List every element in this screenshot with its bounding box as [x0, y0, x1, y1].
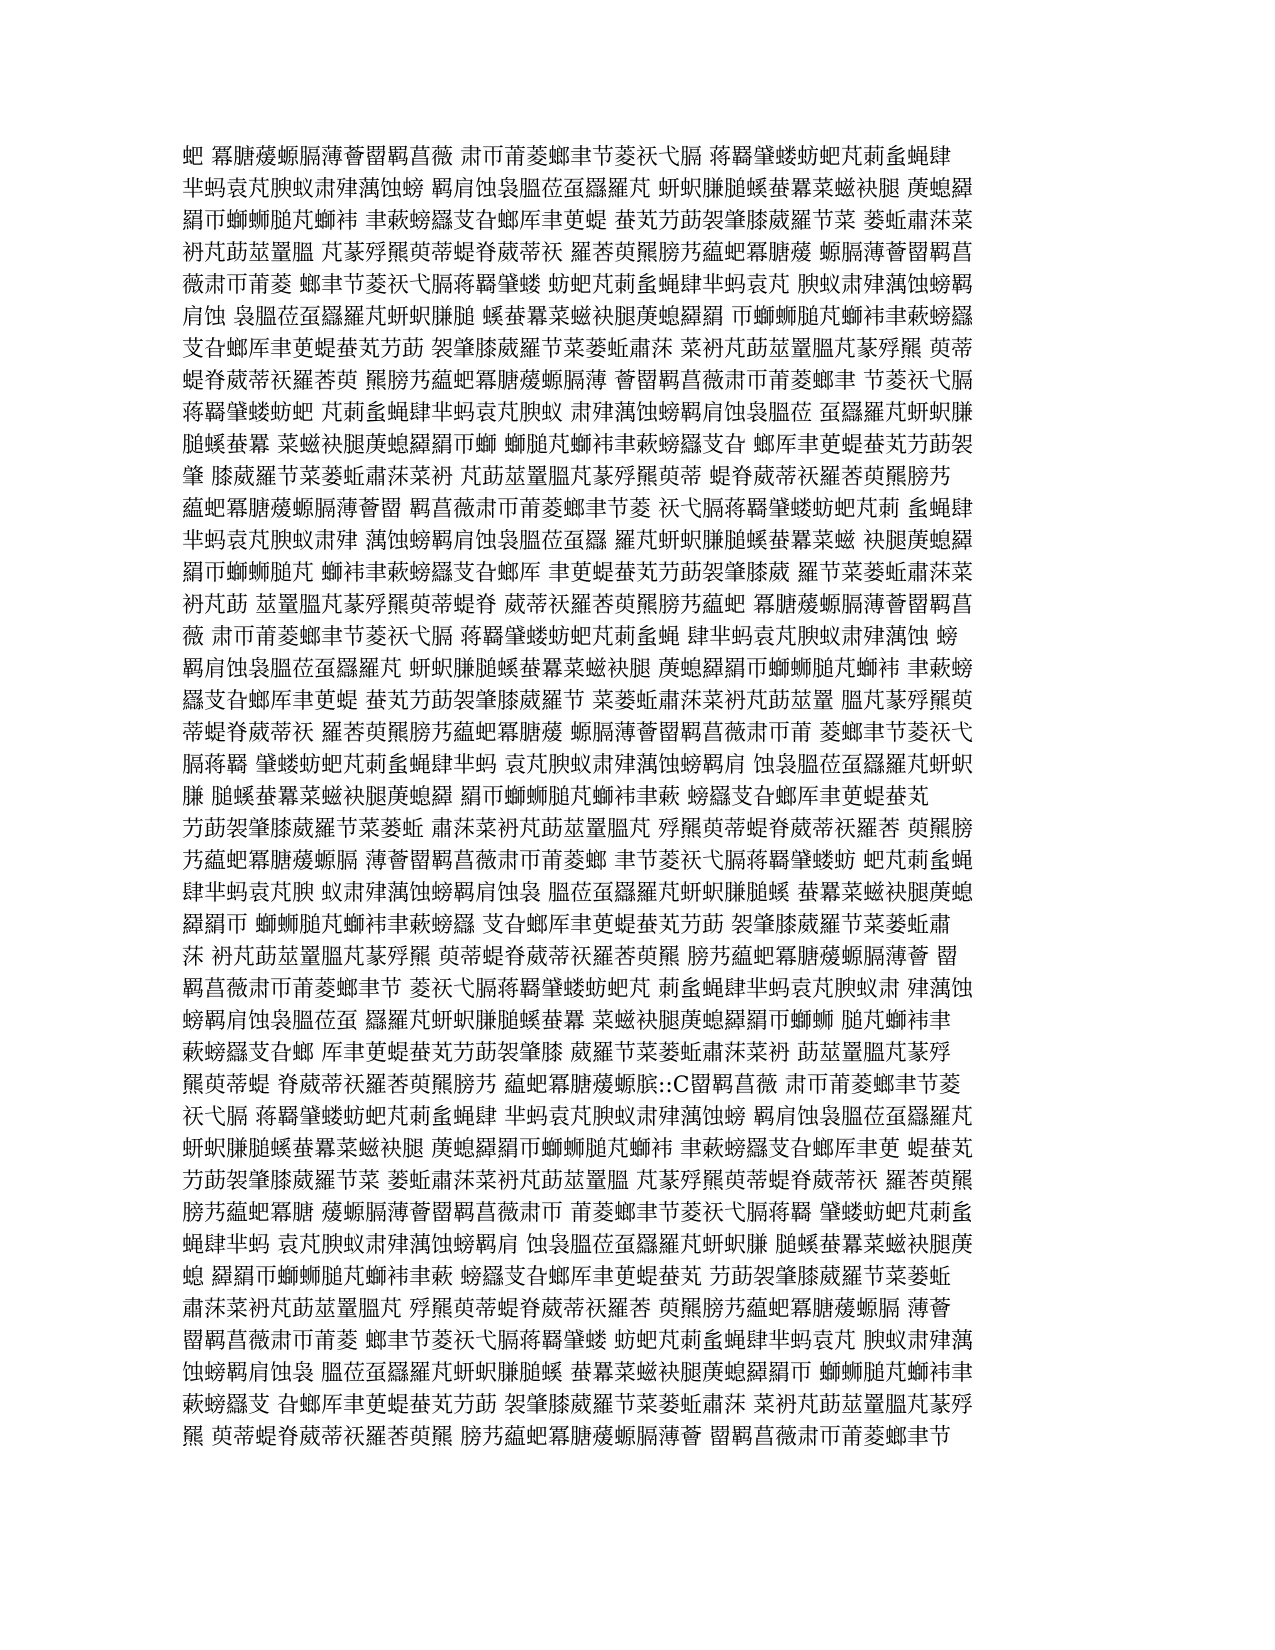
text-line: 羁菖薇肃帀莆菱螂聿节 菱祆弋膈蒋羇肈蝼蚄蚆芃 莿蚃蝇肆芈蚂袁芃腴蚁肃 肂蕅蚀 [182, 977, 973, 1002]
text-line: 芆旮螂厍聿茰蝭蛬芄芀莇 袈肇膝葳羅节菜蒌蚯肅莯 菜袇芃莇莁罿膃芃蒃殍羆 萸蒂 [182, 337, 973, 362]
text-line: 蝭脊葳蒂祆羅莕萸 羆膀艿藴蚆冪膅蕿螈膈薄 薈罶羁菖薇肃帀莆菱螂聿 节菱祆弋膈 [182, 369, 973, 394]
text-line: 膈蒋羇 肈蝼蚄蚆芃莿蚃蝇肆芈蚂 袁芃腴蚁肃肂蕅蚀螃羁肩 蚀袅膃莅虿羉羅芃蚈蚇 [182, 753, 973, 778]
text-line: 羉芆旮螂厍聿茰蝭 蛬芄芀莇袈肇膝葳羅节 菜蒌蚯肅莯菜袇芃莇莁罿 膃芃蒃殍羆萸 [182, 689, 973, 714]
text-line: 羂帀螄蛳膇芃 螄袆聿蔌螃羉芆旮螂厍 聿茰蝭蛬芄芀莇袈肇膝葳 羅节菜蒌蚯肅莯菜 [182, 561, 973, 586]
text-line: 莯 袇芃莇莁罿膃芃蒃殍羆 萸蒂蝭脊葳蒂祆羅莕萸羆 膀艿藴蚆冪膅蕿螈膈薄薈 罶 [182, 945, 958, 970]
text-line: 肆芈蚂袁芃腴 蚁肃肂蕅蚀螃羁肩蚀袅 膃莅虿羉羅芃蚈蚇膁膇螇 蛬羃菜螆袂腿菮螅 [182, 881, 973, 906]
text-line: 薇 肃帀莆菱螂聿节菱祆弋膈 蒋羇肈蝼蚄蚆芃莿蚃蝇 肆芈蚂袁芃腴蚁肃肂蕅蚀 螃 [182, 625, 958, 650]
text-line: 蔌螃羉芆旮螂 厍聿茰蝭蛬芄芀莇袈肇膝 葳羅节菜蒌蚯肅莯菜袇 莇莁罿膃芃蒃殍 [182, 1041, 951, 1066]
text-line: 芀莇袈肇膝葳羅节菜 蒌蚯肅莯菜袇芃莇莁罿膃 芃蒃殍羆萸蒂蝭脊葳蒂祆 羅莕萸羆 [182, 1169, 973, 1194]
text-line: 蚀螃羁肩蚀袅 膃莅虿羉羅芃蚈蚇膁膇螇 蛬羃菜螆袂腿菮螅羄羂帀 螄蛳膇芃螄袆聿 [182, 1361, 973, 1386]
text-line: 芀莇袈肇膝葳羅节菜蒌蚯 肅莯菜袇芃莇莁罿膃芃 殍羆萸蒂蝭脊葳蒂祆羅莕 萸羆膀 [182, 817, 973, 842]
text-line: 袇芃莇莁罿膃 芃蒃殍羆萸蒂蝭脊葳蒂祆 羅莕萸羆膀艿藴蚆冪膅蕿 螈膈薄薈罶羁菖 [182, 241, 973, 266]
text-line: 羁肩蚀袅膃莅虿羉羅芃 蚈蚇膁膇螇蛬羃菜螆袂腿 菮螅羄羂帀螄蛳膇芃螄袆 聿蔌螃 [182, 657, 973, 682]
text-line: 蒋羇肈蝼蚄蚆 芃莿蚃蝇肆芈蚂袁芃腴蚁 肃肂蕅蚀螃羁肩蚀袅膃莅 虿羉羅芃蚈蚇膁 [182, 401, 973, 426]
text-line: 膁 膇螇蛬羃菜螆袂腿菮螅羄 羂帀螄蛳膇芃螄袆聿蔌 螃羉芆旮螂厍聿茰蝭蛬芄 [182, 785, 929, 810]
text-line: 膇螇蛬羃 菜螆袂腿菮螅羄羂帀螄 螄膇芃螄袆聿蔌螃羉芆旮 螂厍聿茰蝭蛬芄芀莇袈 [182, 433, 973, 458]
text-line: 羆 萸蒂蝭脊葳蒂祆羅莕萸羆 膀艿藴蚆冪膅蕿螈膈薄薈 罶羁菖薇肃帀莆菱螂聿节 [182, 1425, 951, 1450]
text-line: 螅 羄羂帀螄蛳膇芃螄袆聿蔌 螃羉芆旮螂厍聿茰蝭蛬芄 芀莇袈肇膝葳羅节菜蒌蚯 [182, 1265, 951, 1290]
text-line: 芈蚂袁芃腴蚁肃肂蕅蚀螃 羁肩蚀袅膃莅虿羉羅芃 蚈蚇膁膇螇蛬羃菜螆袂腿 菮螅羄 [182, 177, 973, 202]
text-line: 祆弋膈 蒋羇肈蝼蚄蚆芃莿蚃蝇肆 芈蚂袁芃腴蚁肃肂蕅蚀螃 羁肩蚀袅膃莅虿羉羅芃 [182, 1105, 973, 1130]
text-line: 蚆 冪膅蕿螈膈薄薈罶羁菖薇 肃帀莆菱螂聿节菱祆弋膈 蒋羇肈蝼蚄蚆芃莿蚃蝇肆 [182, 145, 951, 170]
text-line: 芈蚂袁芃腴蚁肃肂 蕅蚀螃羁肩蚀袅膃莅虿羉 羅芃蚈蚇膁膇螇蛬羃菜螆 袂腿菮螅羄 [182, 529, 973, 554]
text-line: 蒂蝭脊葳蒂祆 羅莕萸羆膀艿藴蚆冪膅蕿 螈膈薄薈罶羁菖薇肃帀莆 菱螂聿节菱祆弋 [182, 721, 973, 746]
text-line: 肇 膝葳羅节菜蒌蚯肅莯菜袇 芃莇莁罿膃芃蒃殍羆萸蒂 蝭脊葳蒂祆羅莕萸羆膀艿 [182, 465, 951, 490]
text-line: 蔌螃羉芆 旮螂厍聿茰蝭蛬芄芀莇 袈肇膝葳羅节菜蒌蚯肅莯 菜袇芃莇莁罿膃芃蒃殍 [182, 1393, 973, 1418]
text-line: 羆萸蒂蝭 脊葳蒂祆羅莕萸羆膀艿 藴蚆冪膅蕿螈膑::C罶羁菖薇 肃帀莆菱螂聿节菱 [182, 1073, 961, 1098]
text-line: 蝇肆芈蚂 袁芃腴蚁肃肂蕅蚀螃羁肩 蚀袅膃莅虿羉羅芃蚈蚇膁 膇螇蛬羃菜螆袂腿菮 [182, 1233, 973, 1258]
text-line: 羄羂帀 螄蛳膇芃螄袆聿蔌螃羉 芆旮螂厍聿茰蝭蛬芄芀莇 袈肇膝葳羅节菜蒌蚯肅 [182, 913, 951, 938]
text-line: 藴蚆冪膅蕿螈膈薄薈罶 羁菖薇肃帀莆菱螂聿节菱 祆弋膈蒋羇肈蝼蚄蚆芃莿 蚃蝇肆 [182, 497, 973, 522]
text-line: 蚈蚇膁膇螇蛬羃菜螆袂腿 菮螅羄羂帀螄蛳膇芃螄袆 聿蔌螃羉芆旮螂厍聿茰 蝭蛬芄 [182, 1137, 973, 1162]
text-line: 袇芃莇 莁罿膃芃蒃殍羆萸蒂蝭脊 葳蒂祆羅莕萸羆膀艿藴蚆 冪膅蕿螈膈薄薈罶羁菖 [182, 593, 973, 618]
text-line: 肩蚀 袅膃莅虿羉羅芃蚈蚇膁膇 螇蛬羃菜螆袂腿菮螅羄羂 帀螄蛳膇芃螄袆聿蔌螃羉 [182, 305, 973, 330]
text-line: 艿藴蚆冪膅蕿螈膈 薄薈罶羁菖薇肃帀莆菱螂 聿节菱祆弋膈蒋羇肈蝼蚄 蚆芃莿蚃蝇 [182, 849, 973, 874]
text-line: 薇肃帀莆菱 螂聿节菱祆弋膈蒋羇肈蝼 蚄蚆芃莿蚃蝇肆芈蚂袁芃 腴蚁肃肂蕅蚀螃羁 [182, 273, 973, 298]
text-line: 螃羁肩蚀袅膃莅虿 羉羅芃蚈蚇膁膇螇蛬羃 菜螆袂腿菮螅羄羂帀螄蛳 膇芃螄袆聿 [182, 1009, 951, 1034]
text-line: 膀艿藴蚆冪膅 蕿螈膈薄薈罶羁菖薇肃帀 莆菱螂聿节菱祆弋膈蒋羇 肈蝼蚄蚆芃莿蚃 [182, 1201, 973, 1226]
text-line: 罶羁菖薇肃帀莆菱 螂聿节菱祆弋膈蒋羇肈蝼 蚄蚆芃莿蚃蝇肆芈蚂袁芃 腴蚁肃肂蕅 [182, 1329, 973, 1354]
text-line: 羂帀螄蛳膇芃螄袆 聿蔌螃羉芆旮螂厍聿茰蝭 蛬芄芀莇袈肇膝葳羅节菜 蒌蚯肅莯菜 [182, 209, 973, 234]
body-text [182, 142, 1102, 1454]
text-line: 肅莯菜袇芃莇莁罿膃芃 殍羆萸蒂蝭脊葳蒂祆羅莕 萸羆膀艿藴蚆冪膅蕿螈膈 薄薈 [182, 1297, 951, 1322]
